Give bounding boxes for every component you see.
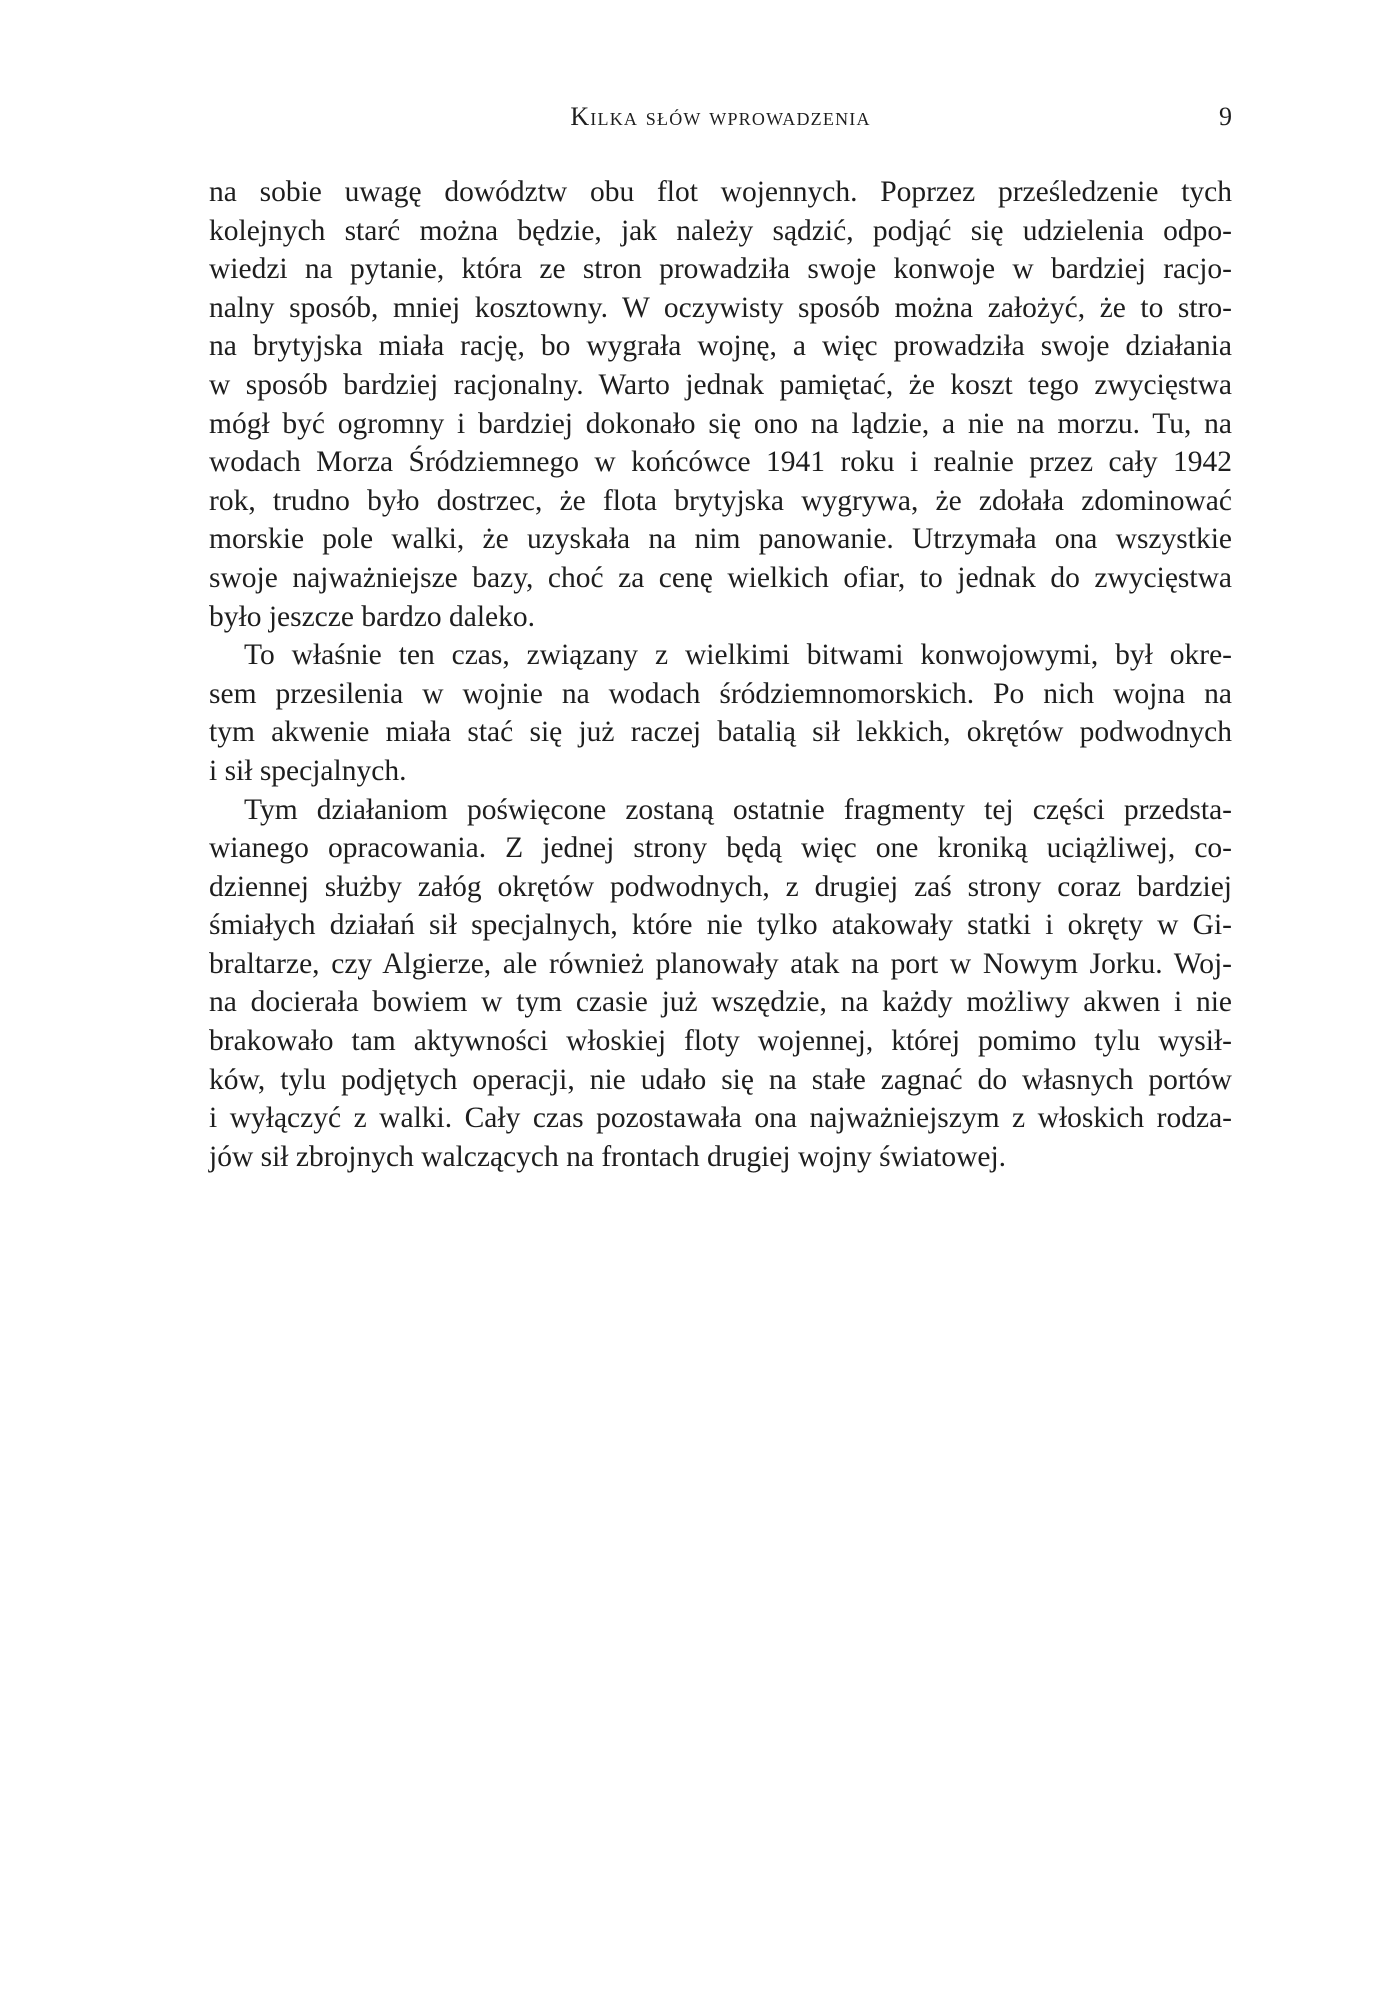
text-line: rok, trudno było dostrzec, że flota brytyjska wygrywa, że zdołała zdominować — [209, 484, 1232, 517]
text-line: wodach Morza Śródziemnego w końcówce 1941 roku i realnie przez cały 1942 — [209, 446, 1232, 479]
text-line: sem przesilenia w wojnie na wodach śródziemnomorskich. Po nich wojna na — [209, 677, 1232, 710]
text-line: morskie pole walki, że uzyskała na nim panowanie. Utrzymała ona wszystkie — [209, 523, 1232, 556]
text-line: swoje najważniejsze bazy, choć za cenę wielkich ofiar, to jednak do zwycięstwa — [209, 561, 1232, 594]
text-line: było jeszcze bardzo daleko. — [209, 600, 535, 633]
text-line: kolejnych starć można będzie, jak należy sądzić, podjąć się udzielenia odpo- — [209, 214, 1232, 247]
paragraph-1 — [209, 173, 1232, 636]
text-line: na sobie uwagę dowództw obu flot wojennych. Poprzez prześledzenie tych — [209, 176, 1232, 208]
text-line: nalny sposób, mniej kosztowny. W oczywisty sposób można założyć, że to stro- — [209, 291, 1232, 324]
text-line: mógł być ogromny i bardziej dokonało się ono na lądzie, a nie na morzu. Tu, na — [209, 407, 1232, 440]
text-line: śmiałych działań sił specjalnych, które nie tylko atakowały statki i okręty w Gi- — [209, 909, 1232, 942]
text-line: i wyłączyć z walki. Cały czas pozostawała ona najważniejszym z włoskich rodza- — [209, 1102, 1232, 1135]
running-head — [209, 102, 1232, 132]
page-number: 9 — [1219, 102, 1232, 131]
text-line: i sił specjalnych. — [209, 754, 407, 787]
text-line: To właśnie ten czas, związany z wielkimi bitwami konwojowymi, był okre- — [244, 639, 1232, 672]
text-line: na docierała bowiem w tym czasie już wszędzie, na każdy możliwy akwen i nie — [209, 986, 1232, 1019]
text-line: jów sił zbrojnych walczących na frontach drugiej wojny światowej. — [209, 1140, 1007, 1173]
text-line: ków, tylu podjętych operacji, nie udało się na stałe zagnać do własnych portów — [209, 1063, 1232, 1096]
text-line: na brytyjska miała rację, bo wygrała wojnę, a więc prowadziła swoje działania — [209, 330, 1232, 363]
text-line: w sposób bardziej racjonalny. Warto jednak pamiętać, że koszt tego zwycięstwa — [209, 368, 1232, 401]
text-line: dziennej służby załóg okrętów podwodnych, z drugiej zaś strony coraz bardziej — [209, 870, 1232, 903]
paragraph-3 — [209, 791, 1232, 1177]
paragraph-2 — [209, 636, 1232, 790]
text-line: Tym działaniom poświęcone zostaną ostatnie fragmenty tej części przedsta- — [244, 793, 1232, 826]
body-text — [209, 173, 1232, 1176]
text-line: wianego opracowania. Z jednej strony będą więc one kroniką uciążliwej, co- — [209, 832, 1232, 865]
running-title: Kilka słów wprowadzenia — [570, 102, 871, 131]
text-line: braltarze, czy Algierze, ale również planowały atak na port w Nowym Jorku. Woj- — [209, 947, 1232, 980]
text-line: brakowało tam aktywności włoskiej floty wojennej, której pomimo tylu wysił- — [209, 1025, 1232, 1058]
text-line: wiedzi na pytanie, która ze stron prowadziła swoje konwoje w bardziej racjo- — [209, 253, 1232, 286]
text-line: tym akwenie miała stać się już raczej batalią sił lekkich, okrętów podwodnych — [209, 716, 1232, 749]
